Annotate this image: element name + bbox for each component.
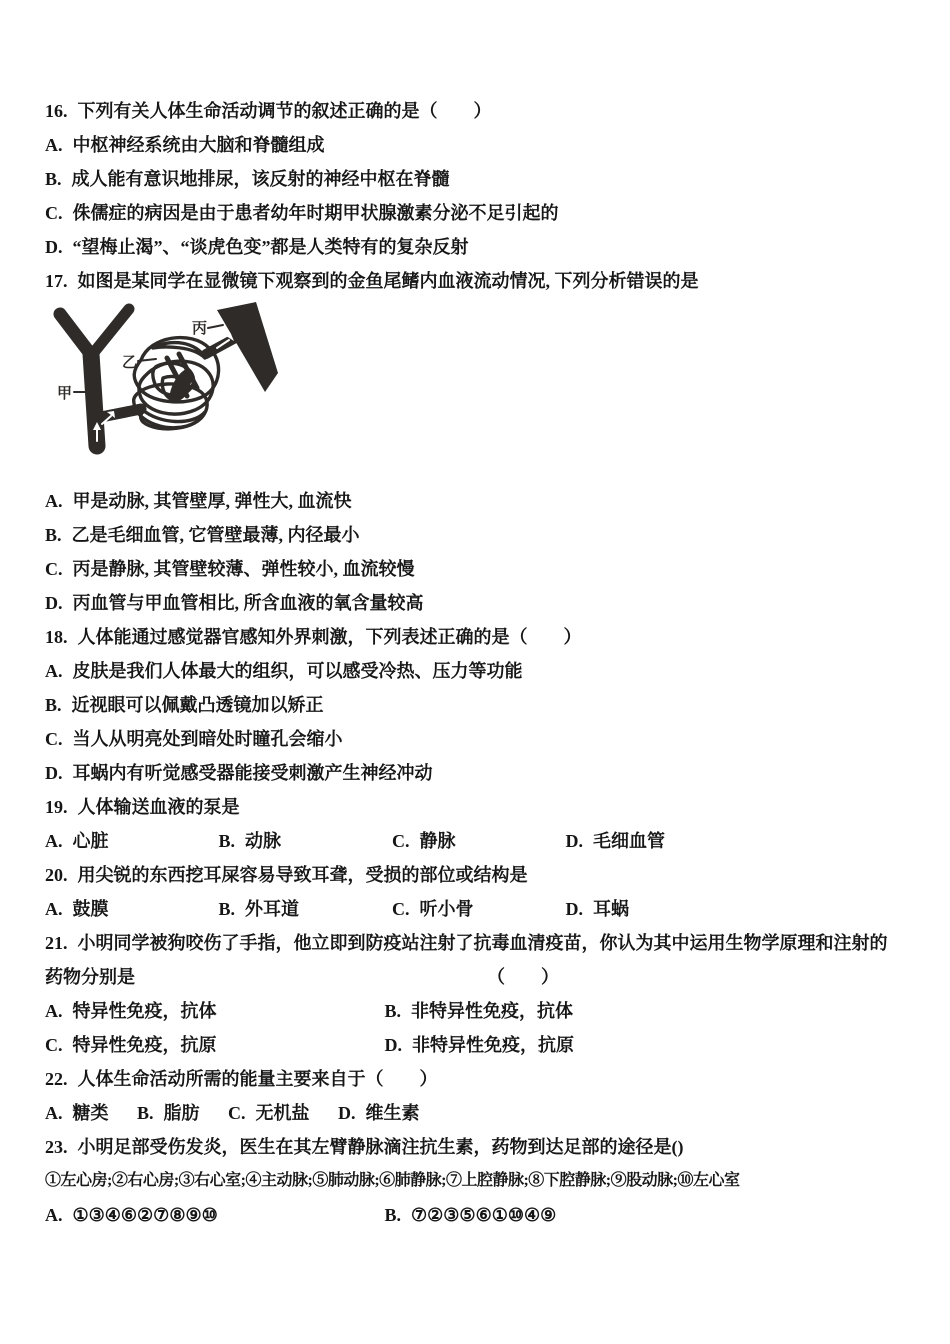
- option-label: B.: [384, 1205, 402, 1225]
- option: [228, 1103, 310, 1123]
- option-row: [45, 586, 925, 620]
- option-text: 丙是静脉, 其管壁较薄、弹性较小, 血流较慢: [72, 559, 415, 579]
- option-text: 耳蜗: [593, 899, 629, 919]
- option-label: D.: [45, 763, 63, 783]
- option-text: 丙血管与甲血管相比, 所含血液的氧含量较高: [72, 593, 424, 613]
- option-label: D.: [384, 1035, 402, 1055]
- option-label: A.: [45, 1001, 63, 1021]
- sequence-line: ①左心房;②右心房;③右心室;④主动脉;⑤肺动脉;⑥肺静脉;⑦上腔静脉;⑧下腔静脉;⑨股动脉;⑩左心室: [45, 1172, 740, 1189]
- question-stem-row: [45, 264, 925, 298]
- option-label: A.: [45, 899, 63, 919]
- question-number: 22.: [45, 1069, 68, 1089]
- exam-content: [45, 94, 925, 1232]
- option-row: [45, 552, 925, 586]
- option-label: C.: [45, 1035, 63, 1055]
- option: [45, 1028, 380, 1062]
- question-stem: 如图是某同学在显微镜下观察到的金鱼尾鳍内血液流动情况, 下列分析错误的是: [77, 271, 699, 291]
- question-stem-row: [45, 94, 925, 128]
- option-row: [45, 722, 925, 756]
- question-stem: 下列有关人体生命活动调节的叙述正确的是（ ）: [77, 101, 492, 121]
- question-stem-line1: 小明同学被狗咬伤了手指，他立即到防疫站注射了抗毒血清疫苗，你认为其中运用生物学原理和注射的: [77, 933, 888, 953]
- option-label: A.: [45, 831, 63, 851]
- option-text: 糖类: [72, 1103, 109, 1123]
- question-stem-row: [45, 1062, 925, 1096]
- option-text: 心脏: [72, 831, 109, 851]
- option-row: [45, 162, 925, 196]
- option-label: A.: [45, 1103, 63, 1123]
- question-18: [45, 620, 925, 790]
- option: [219, 892, 388, 926]
- question-number: 21.: [45, 933, 68, 953]
- figure-label-jia: 甲: [57, 386, 73, 402]
- option-label: C.: [45, 729, 63, 749]
- option-text: ⑦②③⑤⑥①⑩④⑨: [411, 1205, 557, 1225]
- option-text: 外耳道: [245, 899, 300, 919]
- option-text: 维生素: [365, 1103, 420, 1123]
- figure-label-yi: 乙: [122, 355, 138, 371]
- option-text: 无机盐: [255, 1103, 310, 1123]
- option-label: C.: [228, 1103, 246, 1123]
- blood-vessel-figure: [45, 300, 925, 470]
- figure-label-bing: 丙: [192, 321, 208, 337]
- question-23: [45, 1130, 925, 1232]
- option: [566, 824, 666, 858]
- option-text: 近视眼可以佩戴凸透镜加以矫正: [71, 695, 324, 715]
- question-stem-row: [45, 620, 925, 654]
- blood-vessel-svg: [45, 300, 375, 470]
- option-label: B.: [218, 831, 236, 851]
- option-row: [45, 196, 925, 230]
- option-label: D.: [338, 1103, 356, 1123]
- option: [566, 892, 630, 926]
- option-row: [45, 892, 925, 926]
- question-stem-row-2: [45, 960, 925, 994]
- option-text: 甲是动脉, 其管壁厚, 弹性大, 血流快: [72, 491, 352, 511]
- option-row: [45, 230, 925, 264]
- option-text: 中枢神经系统由大脑和脊髓组成: [72, 135, 325, 155]
- option-text: 侏儒症的病因是由于患者幼年时期甲状腺激素分泌不足引起的: [72, 203, 559, 223]
- question-number: 18.: [45, 627, 68, 647]
- option: [45, 1198, 380, 1232]
- option-text: 毛细血管: [593, 831, 665, 851]
- option-label: A.: [45, 491, 63, 511]
- option: [45, 994, 380, 1028]
- option: [45, 892, 214, 926]
- option-text: ①③④⑥②⑦⑧⑨⑩: [72, 1205, 218, 1225]
- question-20: [45, 858, 925, 926]
- option-text: 动脉: [245, 831, 282, 851]
- option-text: 特异性免疫，抗原: [72, 1035, 217, 1055]
- question-stem: 小明足部受伤发炎，医生在其左臂静脉滴注抗生素，药物到达足部的途径是(): [77, 1137, 684, 1157]
- option-label: D.: [45, 237, 63, 257]
- option-text: “望梅止渴”、“谈虎色变”都是人类特有的复杂反射: [72, 237, 469, 257]
- option: [338, 1103, 420, 1123]
- option-label: C.: [45, 559, 63, 579]
- answer-paren-blank: （ ）: [487, 967, 559, 987]
- option-text: 非特异性免疫，抗体: [411, 1001, 574, 1021]
- question-stem-row: [45, 926, 925, 960]
- question-stem: 人体生命活动所需的能量主要来自于（ ）: [77, 1069, 438, 1089]
- option-row: [45, 1028, 925, 1062]
- option-row: [45, 1198, 925, 1232]
- option: [385, 1028, 575, 1062]
- question-22: [45, 1062, 925, 1130]
- question-number: 23.: [45, 1137, 68, 1157]
- option-text: 脂肪: [163, 1103, 200, 1123]
- option-row: [45, 654, 925, 688]
- question-stem-row: [45, 790, 925, 824]
- option-label: A.: [45, 661, 63, 681]
- option-label: B.: [45, 525, 62, 545]
- question-21: [45, 926, 925, 1062]
- option: [392, 892, 561, 926]
- option-text: 当人从明亮处到暗处时瞳孔会缩小: [72, 729, 343, 749]
- option-label: C.: [392, 899, 410, 919]
- option-text: 成人能有意识地排尿，该反射的神经中枢在脊髓: [71, 169, 450, 189]
- option-text: 静脉: [419, 831, 456, 851]
- option: [385, 1198, 557, 1232]
- option-row: [45, 128, 925, 162]
- option-text: 乙是毛细血管, 它管壁最薄, 内径最小: [71, 525, 360, 545]
- question-number: 20.: [45, 865, 68, 885]
- option-row: [45, 518, 925, 552]
- question-stem: 人体能通过感觉器官感知外界刺激，下列表述正确的是（ ）: [77, 627, 582, 647]
- option-row: [45, 756, 925, 790]
- option-label: B.: [384, 1001, 402, 1021]
- question-16: [45, 94, 925, 264]
- option-row: [45, 994, 925, 1028]
- option-label: C.: [392, 831, 410, 851]
- option-label: D.: [565, 831, 583, 851]
- artery-jia: [60, 309, 141, 446]
- question-stem-row: [45, 1130, 925, 1164]
- option: [385, 994, 574, 1028]
- option: [219, 824, 388, 858]
- option-label: B.: [137, 1103, 154, 1123]
- option-text: 鼓膜: [72, 899, 109, 919]
- option: [45, 1103, 109, 1123]
- option-text: 特异性免疫，抗体: [72, 1001, 217, 1021]
- option-text: 非特异性免疫，抗原: [412, 1035, 574, 1055]
- option-text: 耳蜗内有听觉感受器能接受刺激产生神经冲动: [72, 763, 433, 783]
- option: [392, 824, 561, 858]
- option: [137, 1103, 200, 1123]
- option-label: D.: [45, 593, 63, 613]
- question-stem-row: [45, 858, 925, 892]
- option-row: [45, 688, 925, 722]
- option-label: A.: [45, 135, 63, 155]
- option-label: D.: [565, 899, 583, 919]
- question-stem: 用尖锐的东西挖耳屎容易导致耳聋，受损的部位或结构是: [77, 865, 528, 885]
- option-label: B.: [45, 169, 62, 189]
- option-label: A.: [45, 1205, 63, 1225]
- option-text: 皮肤是我们人体最大的组织，可以感受冷热、压力等功能: [72, 661, 523, 681]
- question-17: [45, 264, 925, 620]
- option-text: 听小骨: [419, 899, 474, 919]
- option: [45, 824, 214, 858]
- option-label: C.: [45, 203, 63, 223]
- question-number: 19.: [45, 797, 68, 817]
- question-number: 16.: [45, 101, 68, 121]
- question-stem-line2: 药物分别是: [45, 967, 135, 987]
- option-row: [45, 484, 925, 518]
- option-label: B.: [45, 695, 62, 715]
- option-row: [45, 824, 925, 858]
- question-number: 17.: [45, 271, 68, 291]
- question-19: [45, 790, 925, 858]
- question-stem: 人体输送血液的泵是: [77, 797, 240, 817]
- option-label: B.: [218, 899, 236, 919]
- option-row: [45, 1096, 925, 1130]
